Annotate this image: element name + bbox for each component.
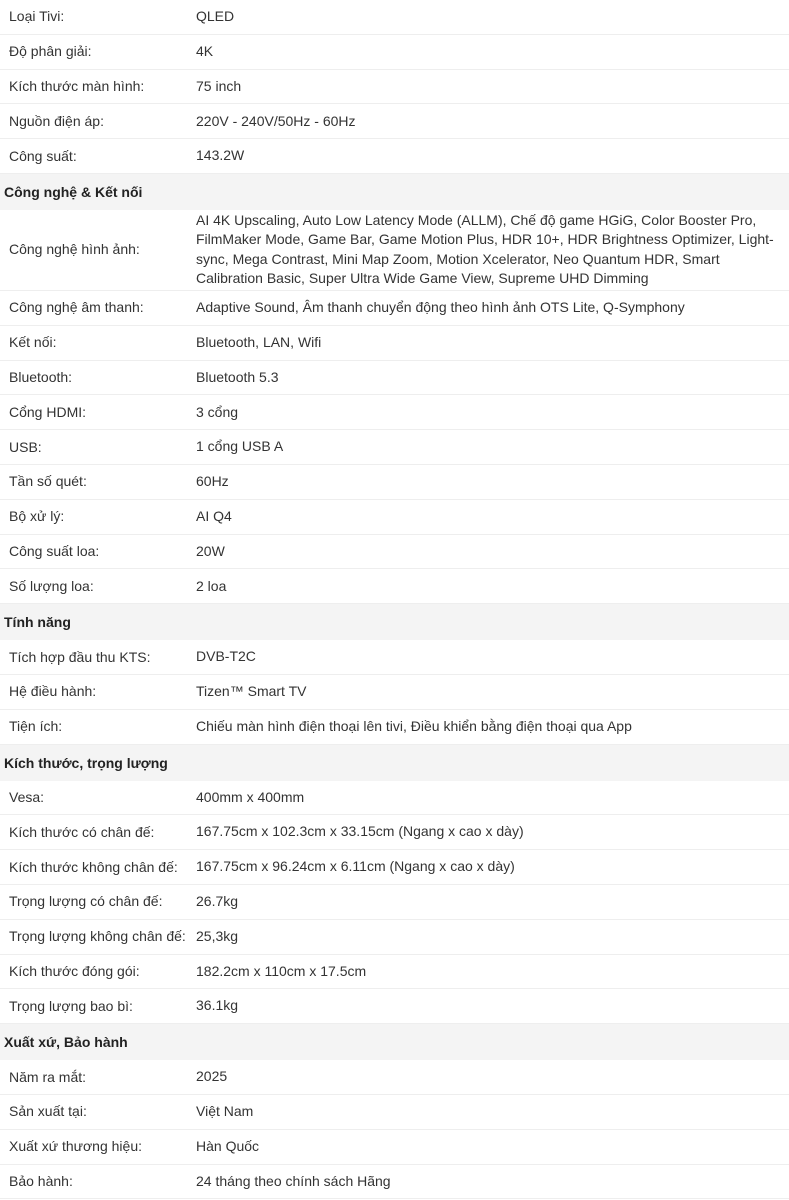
- spec-label: USB:: [9, 438, 42, 455]
- spec-value: 2 loa: [196, 577, 227, 594]
- spec-label: Công suất:: [9, 147, 77, 164]
- spec-label: Trọng lượng không chân đế:: [9, 928, 186, 945]
- spec-label: Bluetooth:: [9, 368, 73, 385]
- spec-row: [0, 35, 789, 70]
- spec-value: 26.7kg: [196, 893, 239, 910]
- spec-value: 25,3kg: [196, 927, 239, 944]
- spec-value: Tizen™ Smart TV: [196, 683, 307, 700]
- spec-row: [0, 920, 789, 955]
- spec-group-dimensions: [0, 745, 789, 1025]
- spec-value: 3 cổng: [196, 403, 239, 420]
- spec-value: Hàn Quốc: [196, 1137, 260, 1154]
- spec-row: [0, 291, 789, 326]
- spec-label: Công nghệ hình ảnh:: [9, 241, 140, 258]
- spec-row: [0, 885, 789, 920]
- spec-label: Kích thước không chân đế:: [9, 858, 178, 875]
- spec-label: Cổng HDMI:: [9, 403, 87, 420]
- spec-group-features: [0, 604, 789, 744]
- spec-value: 60Hz: [196, 473, 229, 490]
- spec-row: [0, 139, 789, 174]
- spec-row: [0, 781, 789, 816]
- spec-value: 182.2cm x 110cm x 17.5cm: [196, 962, 367, 979]
- spec-value: 75 inch: [196, 77, 242, 94]
- spec-value: 2025: [196, 1068, 228, 1085]
- spec-value: 143.2W: [196, 147, 245, 164]
- spec-label: Độ phân giải:: [9, 43, 92, 60]
- spec-label: Công nghệ âm thanh:: [9, 299, 144, 316]
- spec-value: 24 tháng theo chính sách Hãng: [196, 1172, 391, 1189]
- spec-row: [0, 535, 789, 570]
- spec-value: 400mm x 400mm: [196, 788, 305, 805]
- spec-label: Công suất loa:: [9, 542, 100, 559]
- spec-value: 1 cổng USB A: [196, 438, 284, 455]
- spec-row: [0, 1130, 789, 1165]
- spec-row: [0, 210, 789, 291]
- spec-group-technology: [0, 174, 789, 604]
- spec-value: AI Q4: [196, 507, 232, 524]
- spec-label: Số lượng loa:: [9, 577, 94, 594]
- section-header-dimensions: Kích thước, trọng lượng: [0, 745, 789, 781]
- spec-row: [0, 361, 789, 396]
- spec-row: [0, 1060, 789, 1095]
- spec-value: 220V - 240V/50Hz - 60Hz: [196, 112, 356, 129]
- spec-label: Trọng lượng bao bì:: [9, 997, 133, 1014]
- spec-label: Kích thước đóng gói:: [9, 962, 140, 979]
- spec-label: Bộ xử lý:: [9, 508, 65, 525]
- spec-row: [0, 850, 789, 885]
- section-header-features: Tính năng: [0, 604, 789, 640]
- spec-value: Chiếu màn hình điện thoại lên tivi, Điều khiển bằng điện thoại qua App: [196, 717, 632, 734]
- spec-value: QLED: [196, 8, 235, 25]
- spec-row: [0, 1165, 789, 1200]
- spec-row: [0, 430, 789, 465]
- spec-label: Kết nối:: [9, 334, 57, 351]
- spec-label: Bảo hành:: [9, 1172, 73, 1189]
- spec-row: [0, 675, 789, 710]
- section-header-origin-warranty: Xuất xứ, Bảo hành: [0, 1024, 789, 1060]
- spec-row: [0, 815, 789, 850]
- spec-row: [0, 500, 789, 535]
- section-header-technology: Công nghệ & Kết nối: [0, 174, 789, 210]
- spec-value: 36.1kg: [196, 997, 239, 1014]
- spec-value: 167.75cm x 96.24cm x 6.11cm (Ngang x cao x dày): [196, 858, 515, 875]
- spec-row: [0, 0, 789, 35]
- spec-label: Vesa:: [9, 788, 45, 805]
- spec-value: AI 4K Upscaling, Auto Low Latency Mode (ALLM), Chế độ game HGiG, Color Booster Pro, FilmMaker Mode, Game Bar, Game Motion Plus, HDR 10+, HDR Brightness Optimizer, Light-sync, Mega Contrast, Mini Map Zoom, Motion Xcelerator, Neo Quantum HDR, Smart Calibration Basic, Super Ultra Wide Game View, Supreme UHD Dimming: [196, 211, 774, 287]
- spec-value: Việt Nam: [196, 1103, 254, 1120]
- spec-row: [0, 326, 789, 361]
- spec-row: [0, 569, 789, 604]
- spec-row: [0, 465, 789, 500]
- spec-label: Năm ra mắt:: [9, 1068, 87, 1085]
- spec-label: Kích thước có chân đế:: [9, 823, 155, 840]
- spec-label: Tần số quét:: [9, 473, 87, 490]
- spec-row: [0, 989, 789, 1024]
- spec-row: [0, 104, 789, 139]
- spec-value: Adaptive Sound, Âm thanh chuyển động theo hình ảnh OTS Lite, Q-Symphony: [196, 299, 685, 316]
- spec-label: Hệ điều hành:: [9, 683, 97, 700]
- spec-row: [0, 710, 789, 745]
- spec-row: [0, 955, 789, 990]
- spec-label: Sản xuất tại:: [9, 1103, 87, 1120]
- spec-label: Tiện ích:: [9, 718, 63, 735]
- spec-label: Nguồn điện áp:: [9, 112, 104, 129]
- spec-value: Bluetooth 5.3: [196, 368, 279, 385]
- spec-label: Kích thước màn hình:: [9, 77, 145, 94]
- spec-row: [0, 1095, 789, 1130]
- spec-label: Loại Tivi:: [9, 8, 65, 25]
- spec-row: [0, 70, 789, 105]
- spec-value: 167.75cm x 102.3cm x 33.15cm (Ngang x cao x dày): [196, 823, 524, 840]
- spec-group-general: [0, 0, 789, 174]
- spec-label: Xuất xứ thương hiệu:: [9, 1138, 142, 1155]
- spec-value: DVB-T2C: [196, 648, 256, 665]
- spec-value: 4K: [196, 42, 214, 59]
- spec-row: [0, 640, 789, 675]
- spec-label: Trọng lượng có chân đế:: [9, 893, 163, 910]
- spec-group-origin-warranty: [0, 1024, 789, 1199]
- spec-row: [0, 395, 789, 430]
- spec-value: 20W: [196, 542, 225, 559]
- spec-label: Tích hợp đầu thu KTS:: [9, 648, 151, 665]
- spec-value: Bluetooth, LAN, Wifi: [196, 333, 322, 350]
